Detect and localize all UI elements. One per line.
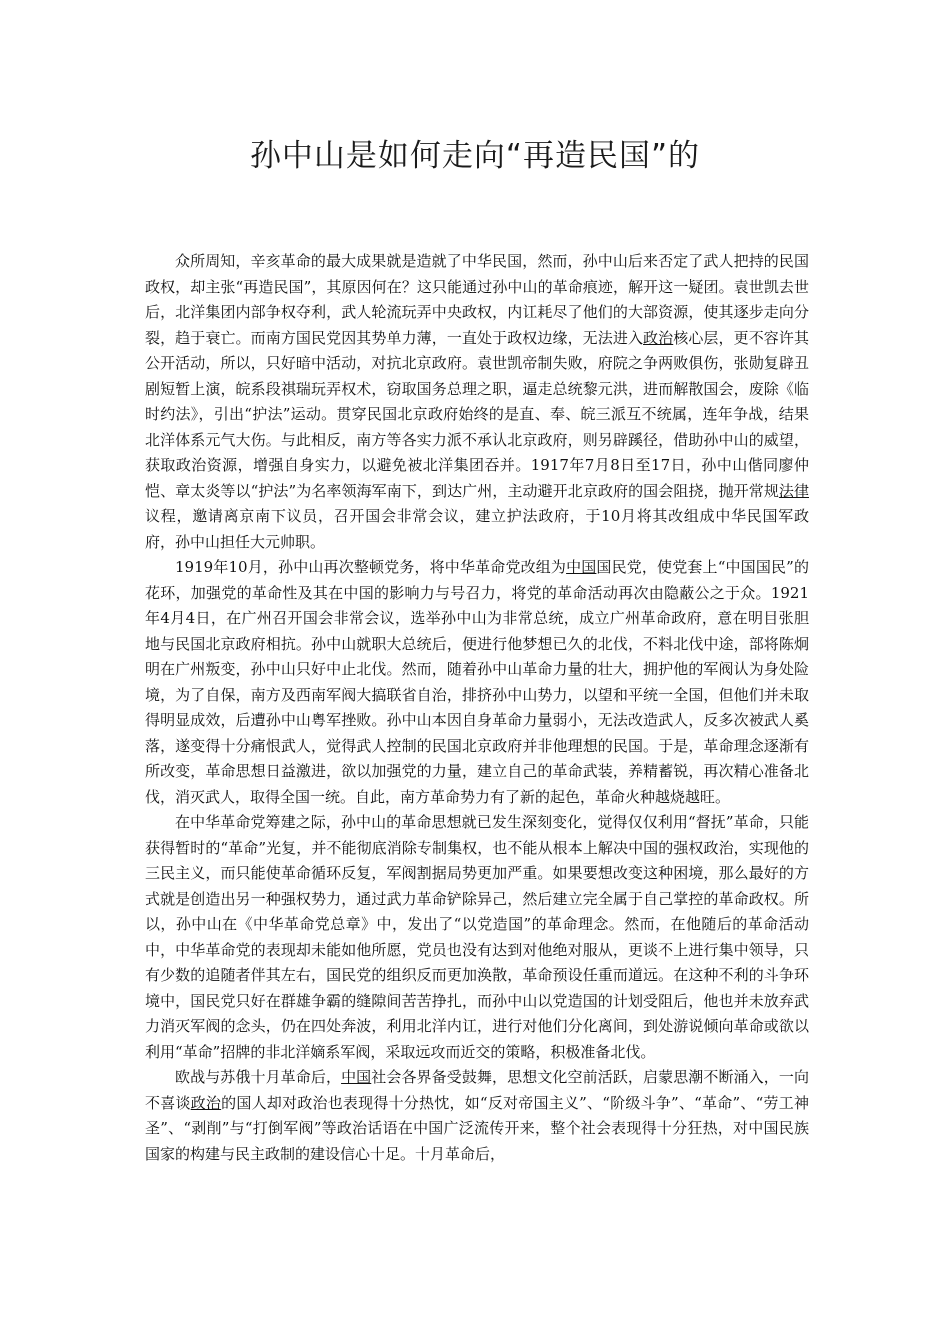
paragraph: [145, 249, 809, 555]
paragraph-text: 在中华革命党筹建之际，孙中山的革命思想就已发生深刻变化，觉得仅仅利用“督抚”革命，只能获得暂时的“革命”光复，并不能彻底消除专制集权，也不能从根本上解决中国的强权政治，实现他的三民主义，而只能使革命循环反复，军阀割据局势更加严重。如果要想改变这种困境，那么最好的方式就是创造出另一种强权势力，通过武力革命铲除异己，然后建立完全属于自己掌控的革命政权。所以，孙中山在《中华革命党总章》中，发出了“以党造国”的革命理念。然而，在他随后的革命活动中，中华革命党的表现却未能如他所愿，党员也没有达到对他绝对服从，更谈不上进行集中领导，只有少数的追随者伴其左右，国民党的组织反而更加涣散，革命预设任重而道远。在这种不利的斗争环境中，国民党只好在群雄争霸的缝隙间苦苦挣扎，而孙中山以党造国的计划受阻后，他也并未放弃武力消灭军阀的念头，仍在四处奔波，利用北洋内讧，进行对他们分化离间，到处游说倾向革命或欲以利用“革命”招牌的非北洋嫡系军阀，采取远攻而近交的策略，积极准备北伐。: [145, 813, 809, 1061]
paragraph-text: 国民党，使党套上“中国国民”的花环，加强党的革命性及其在中国的影响力与号召力，将党的革命活动再次由隐蔽公之于众。1921年4月4日，在广州召开国会非常会议，选举孙中山为非常总统，成立广州革命政府，意在明目张胆地与民国北京政府相抗。孙中山就职大总统后，便进行他梦想已久的北伐，不料北伐中途，部将陈炯明在广州叛变，孙中山只好中止北伐。然而，随着孙中山革命力量的壮大，拥护他的军阀认为身处险境，为了自保，南方及西南军阀大搞联省自治，排挤孙中山势力，以望和平统一全国，但他们并未取得明显成效，后遭孙中山粤军挫败。孙中山本因自身革命力量弱小，无法改造武人，反多次被武人奚落，遂变得十分痛恨武人，觉得武人控制的民国北京政府并非他理想的民国。于是，革命理念逐渐有所改变，革命思想日益激进，欲以加强党的力量，建立自己的革命武装，养精蓄锐，再次精心准备北伐，消灭武人，取得全国一统。自此，南方革命势力有了新的起色，革命火种越烧越旺。: [145, 558, 809, 806]
paragraph-text: 欧战与苏俄十月革命后，: [175, 1068, 342, 1086]
paragraph-text: 1919年10月，孙中山再次整顿党务，将中华革命党改组为: [175, 558, 567, 576]
paragraph-text: 社会各界备受鼓舞，思想文化空前活跃，启蒙思潮不断涌入，一向不喜谈: [145, 1068, 809, 1112]
paragraph-text: 核心层，更不容许其公开活动，所以，只好暗中活动，对抗北京政府。袁世凯帝制失败，府院之争两败俱伤，张勋复辟丑剧短暂上演，皖系段祺瑞玩弄权术，窃取国务总理之职，逼走总统黎元洪，进而解散国会，废除《临时约法》，引出“护法”运动。贯穿民国北京政府始终的是直、奉、皖三派互不统属，连年争战，结果北洋体系元气大伤。与此相反，南方等各实力派不承认北京政府，则另辟蹊径，借助孙中山的威望，获取政治资源，增强自身实力，以避免被北洋集团吞并。1917年7月8日至17日，孙中山偕同廖仲恺、章太炎等以“护法”为名率领海军南下，到达广州，主动避开北京政府的国会阻挠，抛开常规: [145, 328, 809, 500]
inline-link[interactable]: 政治: [190, 1093, 222, 1112]
paragraph: [145, 1065, 809, 1167]
document-title: 孙中山是如何走向“再造民国”的: [249, 138, 701, 174]
paragraph-text: 的国人却对政治也表现得十分热忱，如“反对帝国主义”、“阶级斗争”、“革命”、“劳工神圣”、“剥削”与“打倒军阀”等政治话语在中国广泛流传开来，整个社会表现得十分狂热，对中国民族国家的构建与民主政制的建设信心十足。十月革命后，: [145, 1093, 809, 1163]
document-body: [145, 249, 809, 1167]
inline-link[interactable]: 法律: [778, 481, 809, 500]
paragraph: [145, 555, 809, 810]
paragraph: [145, 810, 809, 1065]
inline-link[interactable]: 中国: [566, 558, 597, 576]
inline-link[interactable]: 政治: [643, 328, 674, 347]
paragraph-text: 众所周知，辛亥革命的最大成果就是造就了中华民国，然而，孙中山后来否定了武人把持的民国政权，却主张“再造民国”，其原因何在？这只能通过孙中山的革命痕迹，解开这一疑团。袁世凯去世后，北洋集团内部争权夺利，武人轮流玩弄中央政权，内讧耗尽了他们的大部资源，使其逐步走向分裂，趋于衰亡。而南方国民党因其势单力薄，一直处于政权边缘，无法进入: [145, 252, 809, 347]
inline-link[interactable]: 中国: [341, 1068, 372, 1086]
paragraph-text: 议程，邀请离京南下议员，召开国会非常会议，建立护法政府，于10月将其改组成中华民国军政府，孙中山担任大元帅职。: [145, 507, 809, 551]
